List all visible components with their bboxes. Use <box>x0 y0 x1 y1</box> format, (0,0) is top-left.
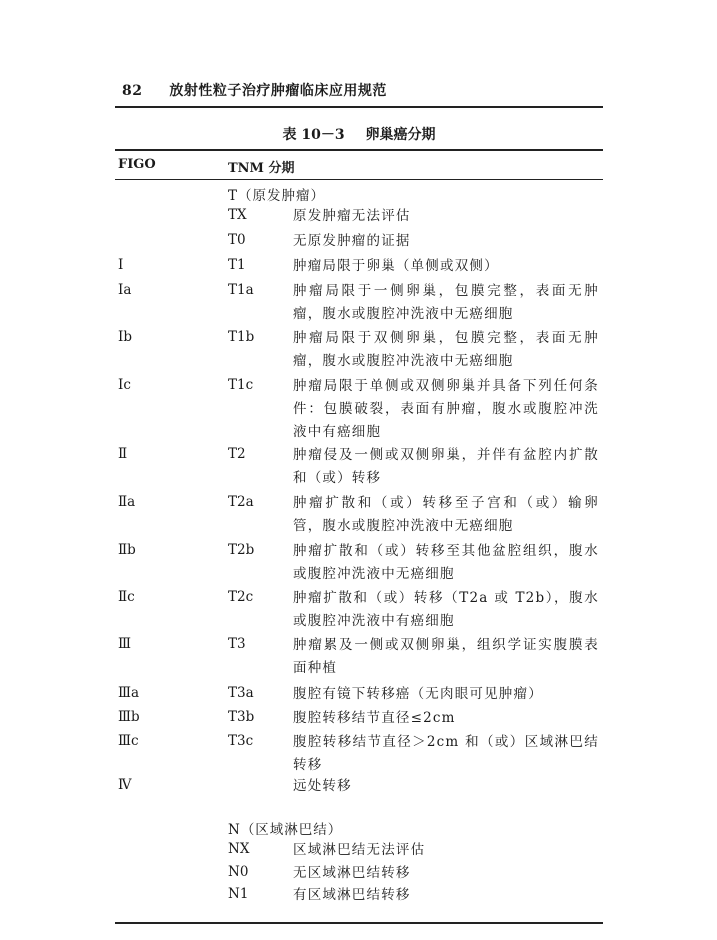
figo-cell: Ⅱc <box>118 589 135 605</box>
figo-cell: Ⅲb <box>118 709 140 725</box>
desc-cell: 肿瘤局限于卵巢（单侧或双侧） <box>293 258 499 274</box>
section-label-n: N（区域淋巴结） <box>228 822 343 838</box>
desc-cell: 无区域淋巴结转移 <box>293 865 411 881</box>
desc-cell: 肿瘤局限于单侧或双侧卵巢并具备下列任何条件：包膜破裂，表面有肿瘤，腹水或腹腔冲洗液中有癌细胞 <box>293 378 599 440</box>
column-header-figo: FIGO <box>118 157 156 172</box>
desc-cell: 肿瘤累及一侧或双侧卵巢，组织学证实腹膜表面种植 <box>293 637 599 676</box>
tnm-cell: T3b <box>228 709 255 725</box>
desc-cell: 肿瘤扩散和（或）转移至其他盆腔组织，腹水或腹腔冲洗液中无癌细胞 <box>293 543 599 582</box>
book-title: 放射性粒子治疗肿瘤临床应用规范 <box>169 83 387 99</box>
tnm-cell: T2b <box>228 542 255 558</box>
tnm-cell: T0 <box>228 232 246 248</box>
figo-cell: Ⅰa <box>118 282 132 298</box>
desc-cell: 肿瘤扩散和（或）转移至子宫和（或）输卵管，腹水或腹腔冲洗液中无癌细胞 <box>293 495 599 534</box>
table-header-rule <box>115 179 603 180</box>
desc-cell: 肿瘤局限于双侧卵巢，包膜完整，表面无肿瘤，腹水或腹腔冲洗液中无癌细胞 <box>293 330 599 369</box>
table-top-rule <box>115 149 603 151</box>
tnm-cell: N1 <box>228 886 249 902</box>
header-rule <box>115 106 603 108</box>
tnm-cell: T1a <box>228 282 254 298</box>
section-label-t: T（原发肿瘤） <box>228 188 326 204</box>
tnm-cell: TX <box>228 207 247 223</box>
tnm-cell: NX <box>228 841 250 857</box>
figo-cell: Ⅱb <box>118 542 136 558</box>
tnm-cell: T2c <box>228 589 254 605</box>
figo-cell: Ⅳ <box>118 777 132 793</box>
page-number: 82 <box>122 83 143 99</box>
desc-cell: 无原发肿瘤的证据 <box>293 233 411 249</box>
desc-cell: 区域淋巴结无法评估 <box>293 842 426 858</box>
tnm-cell: T2 <box>228 446 246 462</box>
tnm-cell: N0 <box>228 864 249 880</box>
desc-cell: 原发肿瘤无法评估 <box>293 208 411 224</box>
table-title <box>115 124 603 144</box>
figo-cell: Ⅱa <box>118 494 136 510</box>
desc-cell: 腹腔有镜下转移癌（无肉眼可见肿瘤） <box>293 686 543 702</box>
desc-cell: 腹腔转移结节直径≤2cm <box>293 710 456 726</box>
desc-cell: 远处转移 <box>293 778 352 794</box>
column-header-tnm: TNM 分期 <box>228 161 295 176</box>
tnm-cell: T3c <box>228 733 254 749</box>
tnm-cell: T2a <box>228 494 254 510</box>
desc-cell: 肿瘤扩散和（或）转移（T2a 或 T2b），腹水或腹腔冲洗液中有癌细胞 <box>293 590 599 629</box>
tnm-cell: T3 <box>228 636 246 652</box>
desc-cell: 有区域淋巴结转移 <box>293 887 411 903</box>
tnm-cell: T1c <box>228 377 254 393</box>
tnm-cell: T1 <box>228 257 246 273</box>
desc-cell: 肿瘤侵及一侧或双侧卵巢，并伴有盆腔内扩散和（或）转移 <box>293 447 599 486</box>
figo-cell: Ⅰ <box>118 257 124 273</box>
tnm-cell: T1b <box>228 329 255 345</box>
tnm-cell: T3a <box>228 685 254 701</box>
figo-cell: Ⅲ <box>118 636 132 652</box>
running-header <box>122 80 387 100</box>
desc-cell: 肿瘤局限于一侧卵巢，包膜完整，表面无肿瘤，腹水或腹腔冲洗液中无癌细胞 <box>293 283 599 322</box>
figo-cell: Ⅲc <box>118 733 139 749</box>
figo-cell: Ⅰc <box>118 377 131 393</box>
desc-cell: 腹腔转移结节直径＞2cm 和（或）区域淋巴结转移 <box>293 734 599 773</box>
table-bottom-rule <box>115 922 603 924</box>
table-caption: 卵巢癌分期 <box>365 127 436 143</box>
figo-cell: Ⅱ <box>118 446 128 462</box>
figo-cell: Ⅲa <box>118 685 140 701</box>
figo-cell: Ⅰb <box>118 329 132 345</box>
table-number: 表 10－3 <box>282 127 345 143</box>
